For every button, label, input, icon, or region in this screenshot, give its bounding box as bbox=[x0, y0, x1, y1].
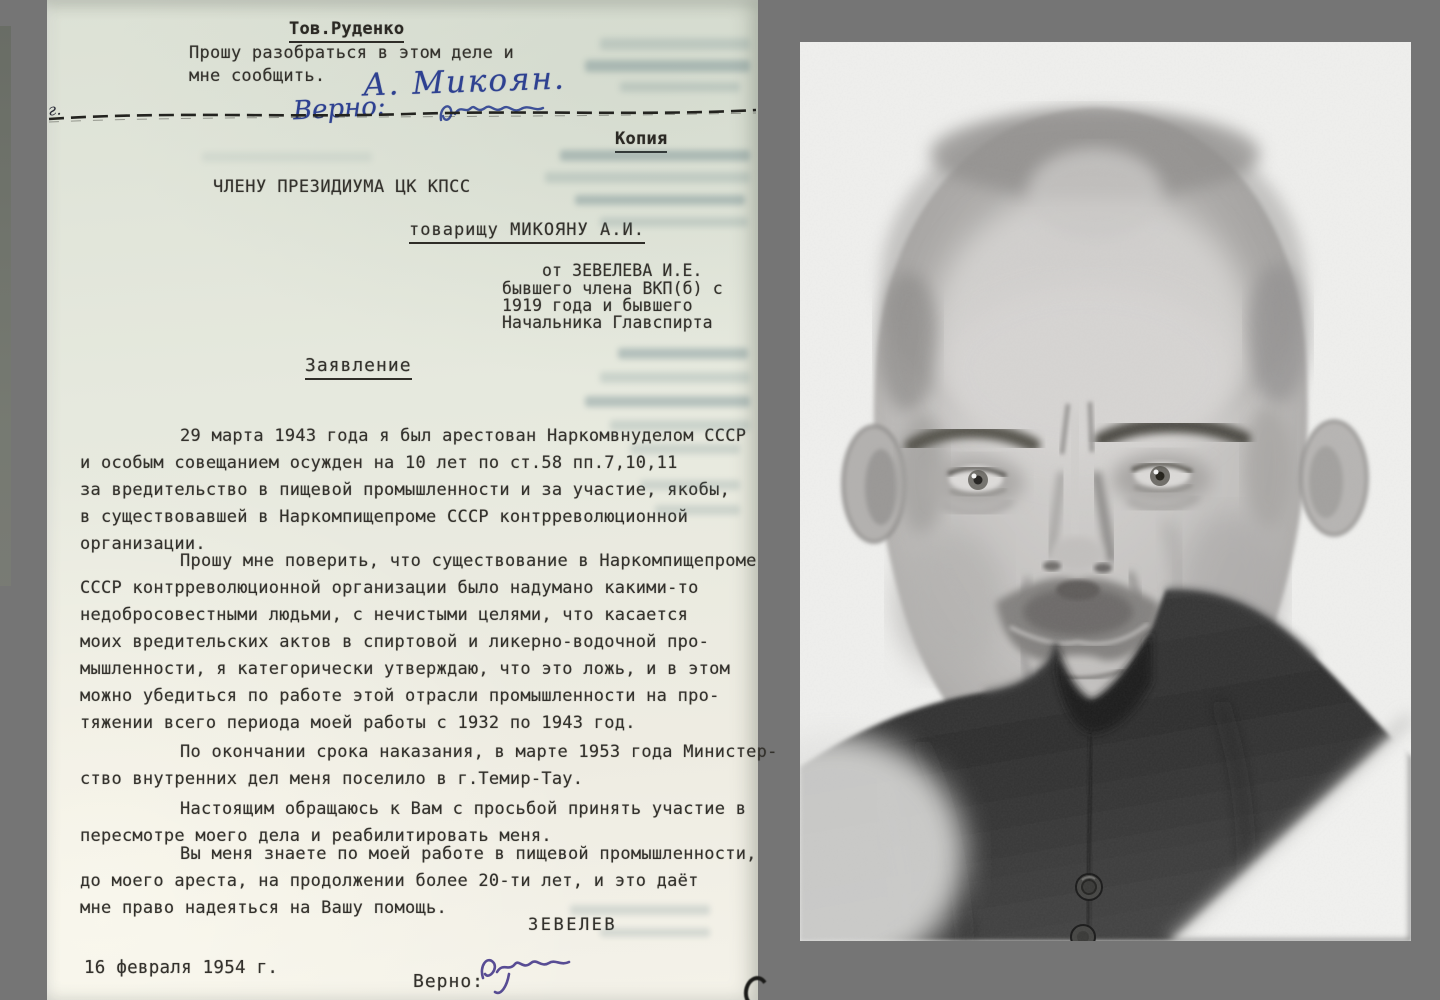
typed-line: и особым совещанием осужден на 10 лет по ст.58 пп.7,10,11 bbox=[80, 453, 678, 473]
sender-line4: Начальника Главспирта bbox=[502, 313, 713, 332]
document-page bbox=[47, 0, 778, 1000]
certify-word-handwritten: Верно: bbox=[292, 91, 387, 127]
typed-line: 29 марта 1943 года я был арестован Наркомвнуделом СССР bbox=[180, 426, 747, 446]
typed-line: организации. bbox=[80, 534, 206, 554]
addressee-line2: товарищу МИКОЯНУ А.И. bbox=[409, 220, 645, 244]
typed-line: По окончании срока наказания, в марте 1953 года Министер- bbox=[180, 742, 778, 762]
typed-line: пересмотре моего дела и реабилитировать меня. bbox=[80, 826, 552, 846]
statement-title: Заявление bbox=[305, 355, 412, 380]
forward-note-line2: мне сообщить. bbox=[189, 66, 326, 86]
petitioner-typed-name: ЗЕВЕЛЕВ bbox=[528, 915, 618, 935]
typed-line: СССР контрреволюционной организации было надумано какими-то bbox=[80, 578, 699, 598]
margin-mark: г. bbox=[47, 99, 63, 120]
dashed-separator-line bbox=[47, 103, 758, 129]
copy-label: Копия bbox=[615, 129, 667, 153]
portrait-illustration bbox=[800, 42, 1411, 941]
typed-line: моих вредительских актов в спиртовой и ликерно-водочной про- bbox=[80, 632, 710, 652]
certification-signature-squiggle bbox=[475, 950, 575, 1000]
sender-line2: бывшего члена ВКП(б) с bbox=[502, 279, 723, 298]
portrait-photo bbox=[800, 42, 1411, 941]
scan-edge-strip bbox=[0, 26, 11, 586]
typed-line: Настоящим обращаюсь к Вам с просьбой принять участие в bbox=[180, 799, 747, 819]
typed-line: до моего ареста, на продолжении более 20-ти лет, и это даёт bbox=[80, 871, 699, 891]
forward-note-line1: Прошу разобраться в этом деле и bbox=[189, 43, 515, 63]
typed-line: Прошу мне поверить, что существование в Наркомпищепроме bbox=[180, 551, 757, 571]
typed-line: ство внутренних дел меня поселило в г.Темир-Тау. bbox=[80, 769, 584, 789]
typed-line: за вредительство в пищевой промышленности и за участие, якобы, bbox=[80, 480, 731, 500]
sender-line3: 1919 года и бывшего bbox=[502, 296, 693, 315]
mikoyan-signature: А. Микоян. bbox=[362, 60, 567, 104]
typed-line: мне право надеяться на Вашу помощь. bbox=[80, 898, 447, 918]
typed-line: недобросовестными людьми, с нечистыми целями, что касается bbox=[80, 605, 689, 625]
typed-line: можно убедиться по работе этой отрасли промышленности на про- bbox=[80, 686, 720, 706]
typed-line: мышленности, я категорически утверждаю, что это ложь, и в этом bbox=[80, 659, 731, 679]
photo-grain bbox=[800, 42, 1411, 941]
typed-line: в существовавшей в Наркомпищепроме СССР контрреволюционной bbox=[80, 507, 689, 527]
typed-line: Вы меня знаете по моей работе в пищевой промышленности, bbox=[180, 844, 757, 864]
date-line: 16 февраля 1954 г. bbox=[84, 958, 279, 978]
addressee-line1: ЧЛЕНУ ПРЕЗИДИУМА ЦК КПСС bbox=[213, 177, 471, 197]
forward-addressee: Тов.Руденко bbox=[289, 19, 404, 43]
certification-label: Верно: bbox=[413, 971, 485, 992]
typed-line: тяжении всего периода моей работы с 1932 по 1943 год. bbox=[80, 713, 636, 733]
sender-line1: от ЗЕВЕЛЕВА И.Е. bbox=[542, 261, 703, 280]
page-edge-ink-mark bbox=[742, 974, 771, 1000]
